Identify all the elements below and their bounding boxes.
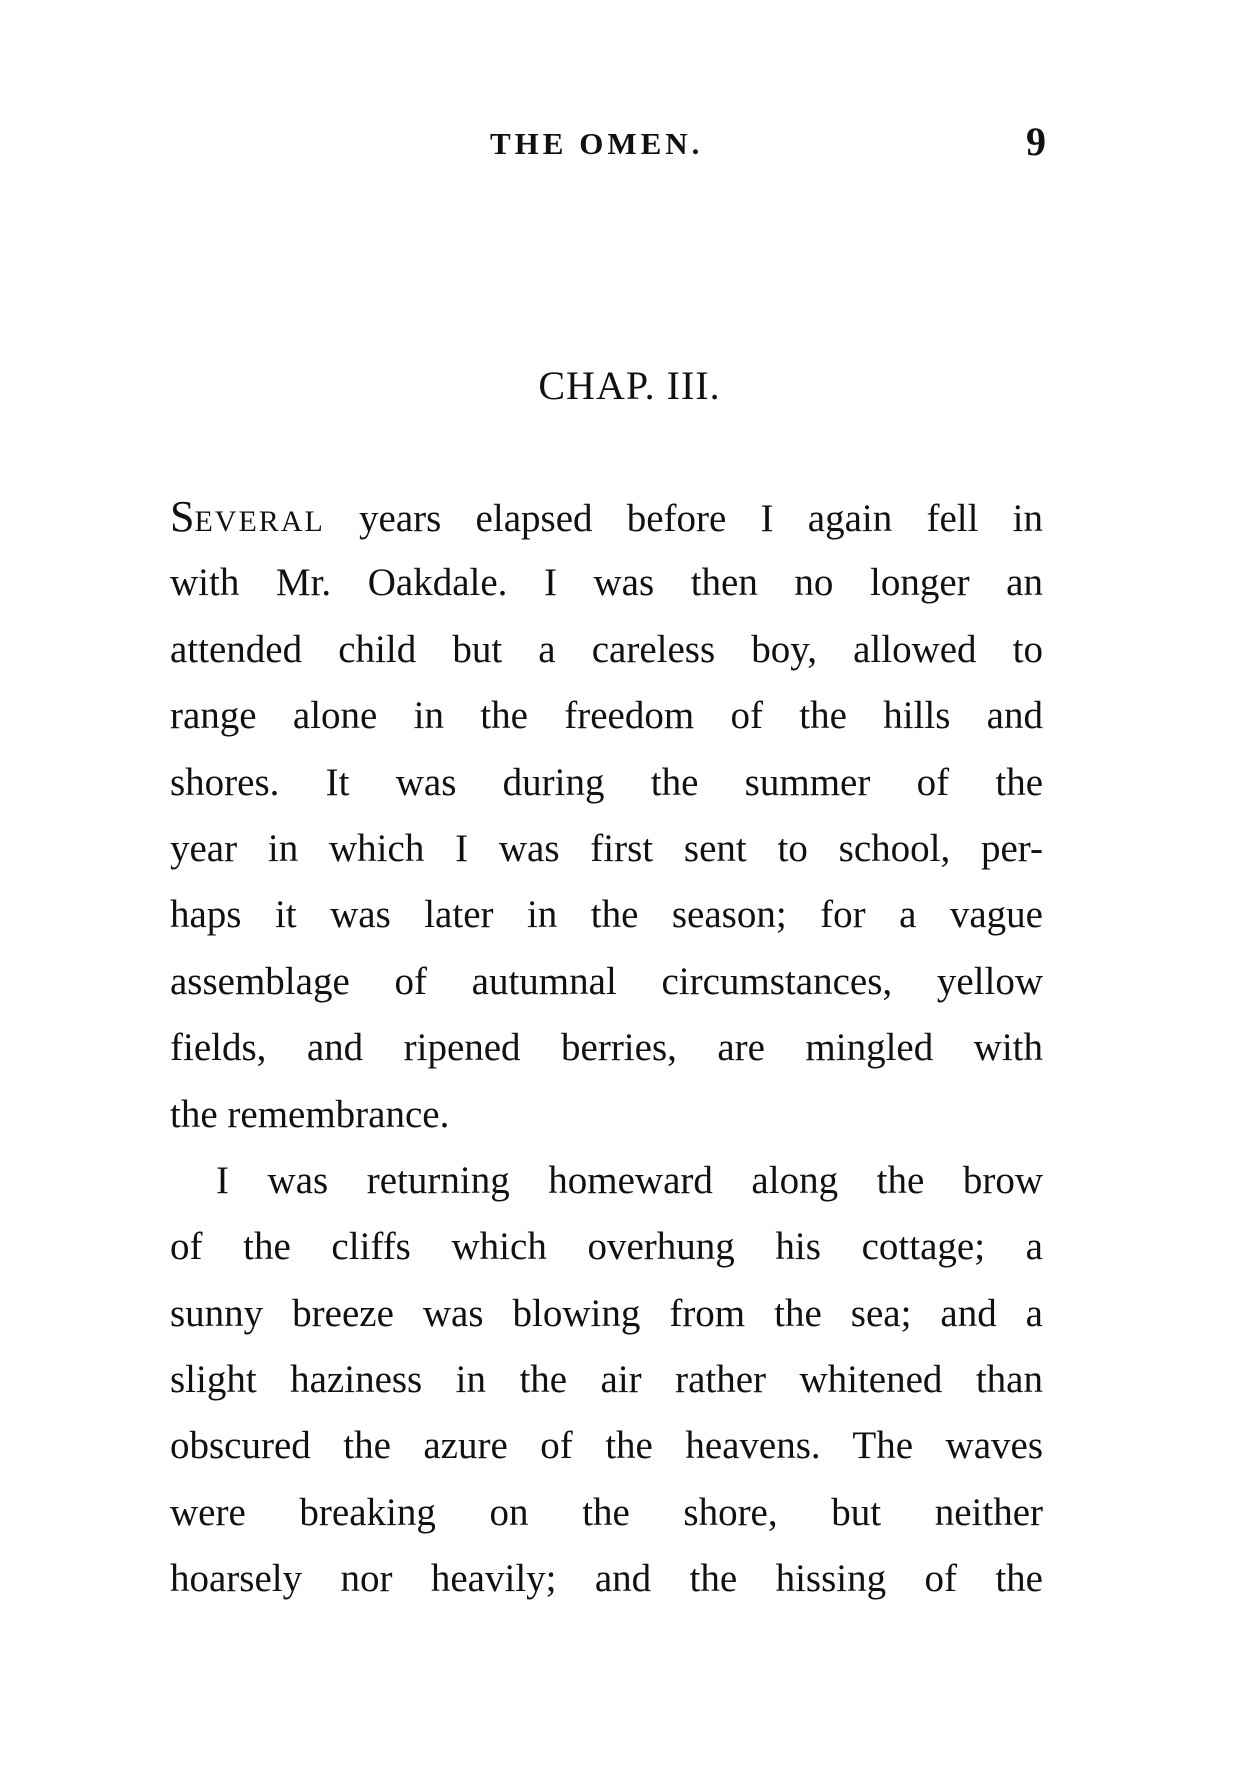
text-line: hoarsely nor heavily; and the hissing of the [170, 1557, 1043, 1601]
running-head-title: THE OMEN. [490, 126, 704, 161]
page-number: 9 [1026, 119, 1046, 164]
text-line: fields, and ripened berries, are mingled with [170, 1026, 1043, 1070]
line-text: years elapsed before I again fell in [324, 497, 1043, 540]
text-line: of the cliffs which overhung his cottage; a [170, 1225, 1043, 1269]
text-line: sunny breeze was blowing from the sea; and a [170, 1291, 1043, 1335]
text-line: the remembrance. [170, 1092, 450, 1136]
lead-small-caps: EVERAL [194, 505, 325, 538]
text-line: slight haziness in the air rather whitened than [170, 1358, 1043, 1402]
text-line: were breaking on the shore, but neither [170, 1490, 1043, 1534]
text-line: with Mr. Oakdale. I was then no longer an [170, 561, 1043, 605]
text-line [170, 484, 1043, 550]
text-line: assemblage of autumnal circumstances, yellow [170, 959, 1043, 1003]
text-line: attended child but a careless boy, allowed to [170, 627, 1043, 671]
text-line: shores. It was during the summer of the [170, 760, 1043, 804]
text-line: haps it was later in the season; for a vague [170, 893, 1043, 937]
body-text [170, 484, 1043, 1613]
text-line: range alone in the freedom of the hills and [170, 694, 1043, 738]
text-line: obscured the azure of the heavens. The waves [170, 1424, 1043, 1468]
text-line: I was returning homeward along the brow [216, 1158, 1043, 1202]
lead-initial: S [170, 492, 195, 541]
text-line: year in which I was first sent to school, per- [170, 826, 1043, 870]
chapter-heading: CHAP. III. [538, 363, 721, 408]
